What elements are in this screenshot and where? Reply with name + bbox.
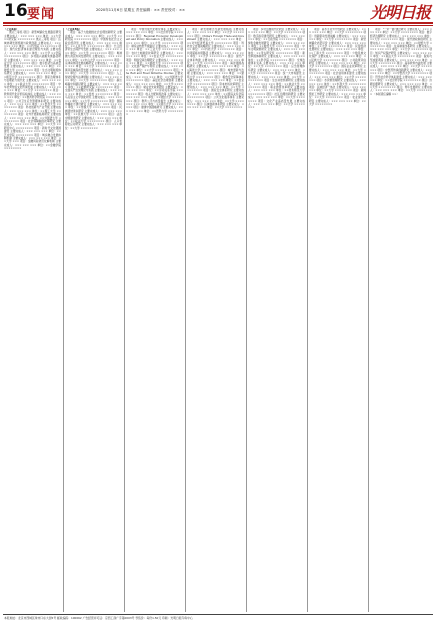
column-text: 项目：乡村治理现代化研究 主要完成人：××× ××× ××× 单位：××大学 ×××××××× 项目：数字政府建设研究 主要完成人：××× ××× ××× 单位：××行政学院 ×××××××× 项目：绿色金融发展研究 主要完成人：××× ××× ××× 单位：××财经大学 ×××××××× 项目：中华文明探源研究 主要完成人：××× ××× ××× 单位：××考古研究所 ×××××××× 项目：新型举国体制研究 主要完成人：××× ××× ××× 单位：××科学院 ×××××××× 项目：全球治理体系变革 主要完成人：××× ××× ××× 单位：××大学 ×××××××× 项目：应急管理体系研究 主要完成人：××× ××× ××× 单位：××大学 ×××××××× 项目：统一大市场建设 主要完成人：××× ××× ××× 单位：××大学 ×××××××× 项目：生态补偿机制研究 主要完成人：××× ××× ××× 单位：××林业大学 ×××××××× 项目：职业教育改革研究 主要完成人：××× ××× ××× 单位：××技术师范大学 ×××××××× 项目：社区治理创新研究 主要完成人：××× ××× ××× 单位：××大学 ×××××××× 项目：文化产业高质量发展 主要完成人：××× ××× ××× 单位：××大学 ×××××××× xyxy=(248,28,305,110)
column-text: 项目：新发展理念与新发展格局 主要完成人：××× ××× ××× 单位：××大学 ×××××××× 项目：China's Foreign Trade and Investment 主要完成人：××× ××× ××× 单位：××对外经济贸易大学 ×××××××× 项目：科技自立自强战略研究 主要完成人：××× ××× ××× 单位：××科技大学 ×××××××× 项目：共同富裕实现路径 主要完成人：××× ××× ××× 单位：××大学 ×××××××× 项目：现代产业体系构建 主要完成人：××× ××× ××× 单位：××大学 ×××××××× 项目：海洋强国战略研究 主要完成人：××× ××× ××× 单位：××海洋大学 ×××××××× 项目：城市更新与治理 主要完成人：××× ××× ××× 单位：××建筑大学 ×××××××× 项目：粮食安全保障体系 主要完成人：××× ××× ××× 单位：××农业大学 ×××××××× 项目：资本市场改革研究 主要完成人：××× ××× ××× 单位：××大学 ×××××××× 项目：国家安全体系研究 主要完成人：××× ××× ××× 单位：××国际关系学院 ×××××××× 项目：公共文化服务体系 主要完成人：××× ××× ××× 单位：××大学 ×××××××× 项目：区域创新体系研究 主要完成人：××× ××× ××× 单位：××大学 ×××××××× xyxy=(187,28,244,110)
column-text: 项目："一带一路"建设研究 主要完成人：××× ××× ××× 单位：××大学 ×××××××× 项目：数字经济治理研究 主要完成人：××× ××× ××× 单位：××大学 ×××××××× 项目：现代财政制度研究 主要完成人：××× ××× ××× 单位：××财经大学 ×××××××× 项目：住房制度改革研究 主要完成人：××× ××× ××× 单位：××大学 ×××××××× 项目：知识产权保护研究 主要完成人：××× ××× ××× 单位：××政法大学 ×××××××× 项目：脱贫攻坚成果巩固 主要完成人：××× ××× ××× 单位：××大学 ×××××××× 项目：高等教育内涵发展 主要完成人：××× ××× ××× 单位：××大学 ×××××××× 项目：中医药传承创新研究 主要完成人：××× ××× ××× 单位：××中医药大学 ×××××××× 项目：哲学社会科学体系建设 主要完成人：××× ××× ××× 单位：××社会科学院 ×××××××× 项目：边疆治理研究 主要完成人：××× ××× ××× 单位：××大学 ×××××××× 项目：青年发展研究 主要完成人：××× ××× ××× 单位：××大学 ×××××××× （本版责任编辑 ××） xyxy=(370,28,432,96)
column-divider xyxy=(307,28,308,612)
column-text: 项目：基于大数据的社会治理创新研究 主要完成人：××× ××× ××× 单位：××大学 ××研究院 ×××××××× 项目：中国特色社会主义政治经济学 主要完成人：××× ××× ××× 单位：××人民大学 ×××××××× 项目：长江经济带生态保护与发展 主要完成人：××× ××× ××× 单位：××大学 ×××××××× 项目：粤港澳大湾区协同发展研究 主要完成人：××× ××× ××× 单位：××中山大学 ×××××××× 项目：京津冀协同发展战略研究 主要完成人：××× ××× ××× 单位：××大学 ×××××××× 项目：黄河流域高质量发展 主要完成人：××× ××× ××× 单位：××大学 ×××××××× 项目：人工智能伦理与法律规制 主要完成人：××× ××× ××× 单位：××大学 ×××××××× 项目：碳达峰碳中和路径研究 主要完成人：××× ××× ××× 单位：××能源研究院 ×××××××× 项目：全面从严治党理论与实践 主要完成人：××× ××× ××× 单位：××党校 ×××××××× 项目：马克思主义中国化研究 主要完成人：××× ××× ××× 单位：××大学 ×××××××× 项目：国际传播能力建设研究 主要完成人：××× ××× ××× 单位：××传媒大学 ×××××××× 项目：民族团结进步研究 主要完成人：××× ××× ××× 单位：××民族大学 ×××××××× 项目：法治中国建设研究 主要完成人：××× ××× ××× 单位：××政法大学 ×××××××× 项目：人口老龄化应对研究 主要完成人：××× ××× ××× 单位：××大学 ×××××××× xyxy=(65,31,122,130)
column-3 xyxy=(126,28,183,612)
column-divider xyxy=(185,28,186,612)
column-6 xyxy=(309,28,366,612)
column-4 xyxy=(187,28,244,612)
column-divider xyxy=(63,28,64,612)
masthead xyxy=(0,0,436,24)
header-rule xyxy=(3,22,433,24)
column-2 xyxy=(65,28,122,612)
column-text: 项目：中国式现代化理论体系 主要完成人：××× ××× ××× 单位：××社会科学院 ×××××××× 项目：Regional Economic Development and Policy Innovation 主要完成人：××× ××× ××× 单位：××大学 ×××××××× 项目：制造业转型升级路径 主要完成人：××× ××× ××× 单位：××工业大学 ×××××××× 项目：农村土地制度改革研究 主要完成人：××× ××× ××× 单位：××农业大学 ×××××××× 项目：网络空间治理研究 主要完成人：××× ××× ××× 单位：××邮电大学 ×××××××× 项目：文化遗产保护与利用 主要完成人：××× ××× ××× 单位：××大学 ×××××××× 项目：The Belt and Road Initiative Studies 主要完成人：××× ××× ××× 单位：××外国语大学 ×××××××× 项目：基层社会治理创新 主要完成人：××× ××× ××× 单位：××大学 ×××××××× 项目：就业优先政策研究 主要完成人：××× ××× ××× 单位：××劳动关系学院 ×××××××× 项目：收入分配制度改革 主要完成人：××× ××× ××× 单位：××财经大学 ×××××××× 项目：教育公平与质量提升 主要完成人：××× ××× ××× 单位：××师范大学 ×××××××× 项目：健康中国战略研究 主要完成人：××× ××× ××× 单位：××医科大学 ×××××××× xyxy=(126,28,183,117)
article-columns xyxy=(4,28,432,612)
column-divider xyxy=(368,28,369,612)
dateline: 2020年11月6日 星期五 责任编辑：×× 责任校对：×× xyxy=(96,8,185,12)
page-number: 16 xyxy=(4,1,28,21)
header-rule-thin xyxy=(3,25,433,26)
footer-rule xyxy=(3,614,433,615)
column-heading: （上接15版） xyxy=(65,28,82,31)
column-text: 项目：高水平对外开放研究 主要完成人：××× ××× ××× 单位：××大学 ×××××××× 项目：创新驱动发展战略 主要完成人：××× ××× ××× 单位：××大学 ×××××××× 项目：新型城镇化质量评价 主要完成人：××× ××× ××× 单位：××大学 ×××××××× 项目：民营经济发展研究 主要完成人：××× ××× ××× 单位：××工商大学 ×××××××× 项目：少数民族文化保护 主要完成人：××× ××× ××× 单位：××民族大学 ×××××××× 项目：公共政策评估研究 主要完成人：××× ××× ××× 单位：××大学 ×××××××× 项目：国有企业改革研究 主要完成人：××× ××× ××× 单位：××大学 ×××××××× 项目：社会信用体系建设 主要完成人：××× ××× ××× 单位：××大学 ×××××××× 项目：水资源管理研究 主要完成人：××× ××× ××× 单位：××水利大学 ×××××××× 项目：区域经济一体化 主要完成人：××× ××× ××× 单位：××大学 ×××××××× 项目：新闻舆论工作研究 主要完成人：××× ××× ××× 单位：××大学 ×××××××× 项目：农业现代化研究 主要完成人：××× ××× ××× 单位：××大学 ×××××××× xyxy=(309,28,366,106)
column-heading: （上接1版） xyxy=(4,28,19,31)
section-title: 要闻 xyxy=(27,7,56,22)
newspaper-logo: 光明日报 xyxy=(369,3,430,22)
column-divider xyxy=(246,28,247,612)
column-5 xyxy=(248,28,305,612)
column-text: 奥运二等奖 项目：新型城镇化发展路径研究 主要完成人：××× ××× ××× 单位：××大学 ××研究院 ×××××××× 奥运三等奖 项目：区域协调发展机制与政策创新 主要完成人：××× ××× ××× 单位：××科学院 ×××××××× 项目：现代化经济体系建设理论与实践 主要完成人：××× ××× ××× 单位：××大学 ××学院 ×××××××× 项目：乡村振兴战略实施路径研究 主要完成人：××× ××× ××× 单位：××农业大学 ×××××××× 项目：数字经济与高质量发展 主要完成人：××× ××× ××× 单位：××财经大学 ×××××××× 项目：生态文明制度体系研究 主要完成人：××× ××× ××× 单位：××师范大学 ×××××××× 项目：国家治理体系与治理能力现代化 主要完成人：××× ××× ××× 单位：××政法大学 ×××××××× 项目：中华优秀传统文化传承发展 主要完成人：××× ××× ××× 单位：××大学 ×××××××× 项目：教育现代化评价指标体系 主要完成人：××× ××× ××× 单位：××教育科学研究院 ×××××××× 项目：公共卫生应急管理体系研究 主要完成人：××× ××× ××× 单位：××医科大学 ×××××××× 项目：科技创新与产业升级 主要完成人：××× ××× ××× 单位：××理工大学 ×××××××× 项目：对外开放新格局研究 主要完成人：××× ××× ××× 单位：××外国语大学 ×××××××× 项目：社会保障制度改革研究 主要完成人：××× ××× ××× 单位：××大学 ××研究中心 ×××××××× 项目：新时代文化强国建设 主要完成人：××× ××× ××× 单位：××艺术学院 ×××××××× 项目：城乡融合发展体制机制 主要完成人：××× ××× ××× 单位：××大学 ××× 项目：金融风险防范化解机制 主要完成人：××× ××× ××× 单位：××金融学院 ×××××××× xyxy=(4,31,61,151)
footer-imprint: 本报地址：北京市西城区珠市口东大街5号 邮政编码：100062 广告经营许可证：京西工商广字第0003号 零售价：每份1.50元 印刷：光明日报印务中心 xyxy=(4,616,193,620)
column-7 xyxy=(370,28,432,612)
column-divider xyxy=(124,28,125,612)
column-1 xyxy=(4,28,61,612)
